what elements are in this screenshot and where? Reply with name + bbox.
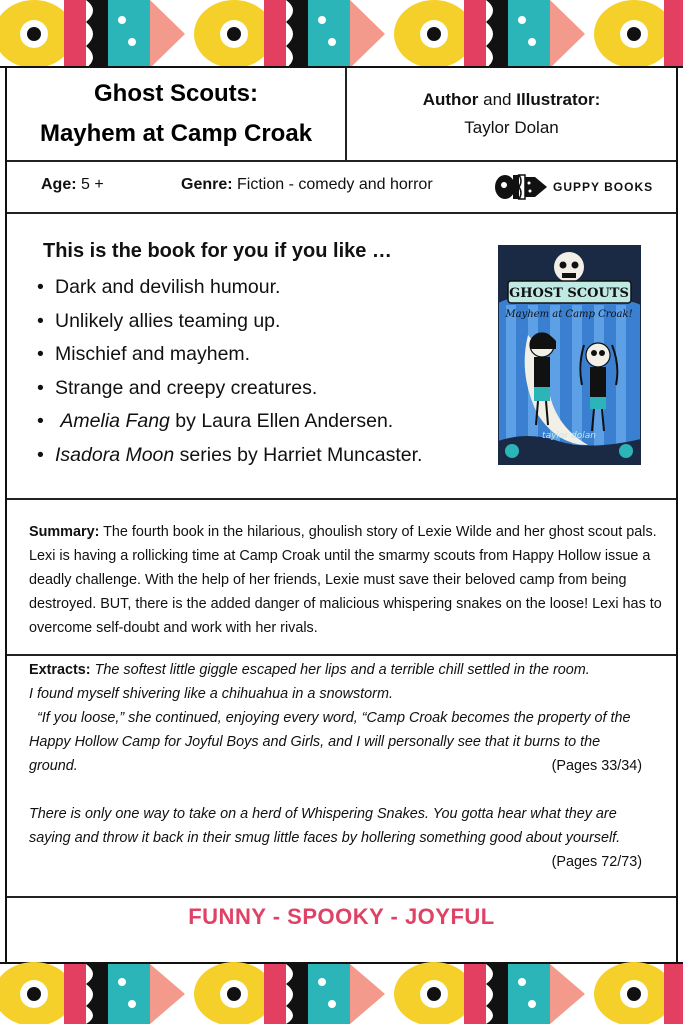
list-item-text: Unlikely allies teaming up. <box>55 309 281 332</box>
fish-pattern-top <box>0 0 683 68</box>
genre-info <box>181 176 433 194</box>
cover-title: GHOST SCOUTS <box>509 286 629 301</box>
author-label-and: and <box>478 90 517 109</box>
book-cover-image <box>498 245 641 465</box>
cover-subtitle: Mayhem at Camp Croak! <box>505 309 633 320</box>
age-value: 5 + <box>76 176 104 193</box>
guppy-fish-icon <box>495 171 547 203</box>
title-line-2: Mayhem at Camp Croak <box>39 120 313 147</box>
author-label-illustrator: Illustrator: <box>516 90 601 109</box>
book-title-amelia-fang: Amelia Fang <box>60 410 170 432</box>
divider-3 <box>7 498 676 500</box>
like-list <box>37 271 422 472</box>
divider-4 <box>7 654 676 656</box>
list-item-text: Dark and devilish humour. <box>55 276 281 298</box>
bullet: • <box>37 309 44 332</box>
summary <box>29 520 664 640</box>
author-name: Taylor Dolan <box>464 118 559 137</box>
cover-author: taylor dolan <box>542 431 596 441</box>
bullet: • <box>37 376 44 399</box>
author-label-author: Author <box>422 90 479 109</box>
extract-1-text-c: “If you loose,” she continued, enjoying every word, “Camp Croak becomes the property of the Happy Hollow Camp for Joyful Boys and Girls, and I will personally see that it burns to the ground. <box>29 710 635 774</box>
list-item-text: Mischief and mayhem. <box>55 343 251 365</box>
extract-1-text-a: The softest little giggle escaped her lips and a terrible chill settled in the room. <box>90 662 590 678</box>
age-label: Age: <box>41 176 77 193</box>
list-item <box>37 405 422 439</box>
tagline: FUNNY - SPOOKY - JOYFUL <box>188 904 495 929</box>
summary-text: The fourth book in the hilarious, ghoulish story of Lexie Wilde and her ghost scout pals. Lexi is having a rollicking time at Camp Croak until the smarmy scouts from Happy Hollow issue a deadly challenge. With the help of her friends, Lexie must save their beloved camp from being destroyed. BUT, there is the added danger of malicious whispering snakes on the loose! Lexi has to overcome self-doubt and work with her rivals. <box>29 524 662 636</box>
info-row <box>7 162 676 212</box>
bottom-fish-border <box>0 962 683 1024</box>
extracts-label: Extracts: <box>29 662 91 678</box>
title-line-1: Ghost Scouts: <box>93 80 258 107</box>
list-item <box>37 305 422 339</box>
summary-label: Summary: <box>29 524 100 540</box>
list-item-text: Strange and creepy creatures. <box>55 376 318 399</box>
extract-line-3 <box>29 706 642 778</box>
book-title <box>7 68 345 160</box>
extracts <box>29 658 642 874</box>
extract-line-2 <box>29 682 642 706</box>
bullet: • <box>37 276 44 298</box>
pages-reference-1: (Pages 33/34) <box>551 758 642 774</box>
list-item <box>37 271 422 305</box>
divider-5 <box>7 896 676 898</box>
extract-2-text: There is only one way to take on a herd of Whispering Snakes. You gotta hear what they are saying and throw it back in their smug little faces by hollering something good about yourself. <box>29 806 621 846</box>
book-author-isadora-moon: series by Harriet Muncaster. <box>174 443 423 466</box>
like-heading: This is the book for you if you like … <box>43 240 392 262</box>
extract-2 <box>29 802 642 870</box>
like-section <box>7 214 676 498</box>
age-info <box>41 176 104 194</box>
publisher-name: GUPPY BOOKS <box>553 180 654 194</box>
genre-label: Genre: <box>181 176 233 193</box>
bullet: • <box>37 343 44 365</box>
bullet: • <box>37 443 44 466</box>
book-info-card <box>5 68 678 962</box>
fish-pattern-bottom <box>0 962 683 1024</box>
author-block <box>347 68 676 160</box>
extract-1-text-b: I found myself shivering like a chihuahua in a snowstorm. <box>29 686 393 702</box>
book-title-isadora-moon: Isadora Moon <box>55 443 175 466</box>
publisher-logo <box>495 171 653 203</box>
author-label <box>423 86 601 114</box>
list-item <box>37 338 422 372</box>
list-item <box>37 372 422 406</box>
book-author-amelia-fang: by Laura Ellen Andersen. <box>169 410 394 432</box>
extract-spacer <box>29 778 642 802</box>
pages-reference-2: (Pages 72/73) <box>551 854 642 870</box>
extract-line-1 <box>29 658 642 682</box>
genre-value: Fiction - comedy and horror <box>232 176 433 193</box>
list-item <box>37 439 422 473</box>
top-fish-border <box>0 0 683 68</box>
bullet: • <box>37 410 44 432</box>
